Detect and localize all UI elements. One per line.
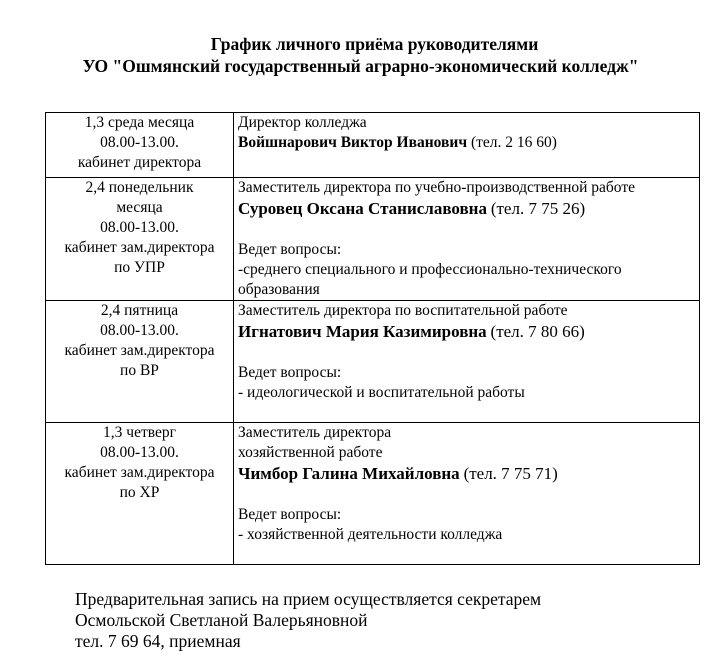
official-cell bbox=[234, 113, 700, 178]
table-row bbox=[46, 301, 700, 423]
official-name: Игнатович Мария Казимировна bbox=[238, 322, 487, 341]
issues-label: Ведет вопросы: bbox=[238, 241, 342, 258]
issues-label: Ведет вопросы: bbox=[238, 506, 342, 523]
table-row bbox=[46, 423, 700, 565]
schedule-day: 1,3 четверг bbox=[103, 424, 176, 441]
official-name: Суровец Оксана Станиславовна bbox=[238, 199, 487, 218]
issues-text: - идеологической и воспитательной работы bbox=[238, 384, 525, 401]
issues-text: - хозяйственной деятельности колледжа bbox=[238, 526, 503, 543]
official-cell bbox=[234, 178, 700, 301]
schedule-time: 08.00-13.00. bbox=[100, 219, 179, 236]
schedule-room-suffix: по ХР bbox=[119, 484, 160, 501]
official-phone: (тел. 7 75 71) bbox=[463, 464, 558, 483]
official-phone: (тел. 7 75 26) bbox=[490, 199, 586, 218]
schedule-cell bbox=[46, 301, 234, 423]
schedule-room: кабинет зам.директора bbox=[64, 464, 215, 481]
official-cell bbox=[234, 423, 700, 565]
schedule-room: кабинет зам.директора bbox=[64, 342, 215, 359]
official-position: Директор колледжа bbox=[238, 114, 367, 131]
issues-text: -среднего специального и профессионально-технического образования bbox=[238, 261, 622, 298]
schedule-day: 1,3 среда месяца bbox=[84, 114, 195, 131]
schedule-room: кабинет директора bbox=[77, 154, 202, 171]
footer-line-1: Предварительная запись на прием осуществляется секретарем bbox=[75, 589, 542, 609]
schedule-time: 08.00-13.00. bbox=[100, 134, 179, 151]
official-position-cont: хозяйственной работе bbox=[238, 444, 383, 461]
schedule-cell bbox=[46, 113, 234, 178]
schedule-room-suffix: по УПР bbox=[114, 259, 165, 276]
schedule-day: 2,4 понедельник bbox=[85, 179, 194, 196]
title-line-1: График личного приёма руководителями bbox=[210, 34, 539, 54]
issues-label: Ведет вопросы: bbox=[238, 364, 342, 381]
footer-line-3: тел. 7 69 64, приемная bbox=[75, 631, 241, 651]
schedule-time: 08.00-13.00. bbox=[100, 322, 179, 339]
schedule-day: 2,4 пятница bbox=[100, 302, 179, 319]
footer-line-2: Осмольской Светланой Валерьяновной bbox=[75, 610, 368, 630]
schedule-room: кабинет зам.директора bbox=[64, 239, 215, 256]
table-row bbox=[46, 113, 700, 178]
table-row bbox=[46, 178, 700, 301]
official-position: Заместитель директора bbox=[238, 424, 392, 441]
reception-schedule-table bbox=[45, 112, 700, 565]
official-position: Заместитель директора по учебно-производственной работе bbox=[238, 179, 635, 196]
document-title bbox=[0, 33, 721, 77]
official-name: Чимбор Галина Михайловна bbox=[238, 464, 460, 483]
official-phone: (тел. 7 80 66) bbox=[490, 322, 585, 341]
schedule-cell bbox=[46, 178, 234, 301]
schedule-time: 08.00-13.00. bbox=[100, 444, 179, 461]
schedule-cell bbox=[46, 423, 234, 565]
official-position: Заместитель директора по воспитательной работе bbox=[238, 302, 568, 319]
official-cell bbox=[234, 301, 700, 423]
official-phone: (тел. 2 16 60) bbox=[470, 134, 557, 151]
schedule-day-suffix: месяца bbox=[116, 199, 163, 216]
schedule-room-suffix: по ВР bbox=[120, 362, 159, 379]
title-line-2: УО "Ошмянский государственный аграрно-экономический колледж" bbox=[82, 56, 639, 76]
official-name: Войшнарович Виктор Иванович bbox=[238, 134, 468, 151]
appointment-note bbox=[75, 589, 541, 652]
